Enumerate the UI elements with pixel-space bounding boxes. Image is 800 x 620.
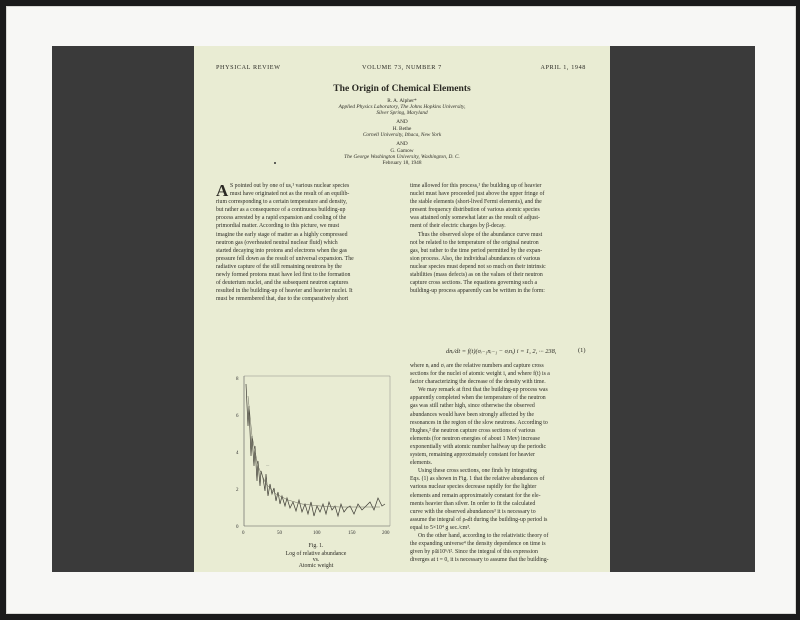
left-line: of deuterium nuclei, and the subsequent neutron captures [216,280,349,287]
right-line: building-up process apparently can be written in the form: [410,288,545,295]
right-line: elements. [410,460,433,467]
abundance-figure [230,366,400,546]
dark-margin-right [610,46,755,572]
y-tick-label: 4 [236,451,239,456]
right-line: ments heavier than silver. In order to fit the calculated [410,500,536,507]
journal-page [194,46,610,572]
author-name-1: R. A. Alpher* [387,98,417,104]
left-line: newly formed protons must have led first to the formation [216,272,351,279]
right-line: was attained only somewhat later as the result of adjust- [410,215,540,222]
volume-number: VOLUME 73, NUMBER 7 [362,64,442,71]
x-tick-label: 50 [277,531,282,536]
author-name-3: G. Gamow [390,148,414,154]
x-tick-label: 150 [348,531,356,536]
left-line: neutron gas (overheated neutral nuclear fluid) which [216,239,338,246]
right-line: capture cross sections. The equations governing such a [410,280,538,287]
right-line: factor characterizing the decrease of the density with time. [410,379,546,386]
observed-abundance-curve [246,384,385,516]
figure-ylabel-line-2: vs. [312,557,320,563]
right-line: gas was still rather high, since otherwise the observed [410,403,535,410]
left-line: radiative capture of the still remaining neutrons by the [216,263,342,270]
and-separator-1: AND [396,119,408,125]
right-line: exponentially with atomic number halfway up the periodic [410,443,547,450]
left-line: process arrested by a rapid expansion and cooling of the [216,215,347,222]
right-line: not be related to the temperature of the original neutron [410,239,539,246]
right-line: gas, but rather to the time period permitted by the expan- [410,247,543,254]
right-line: the expanding universe⁴ the density dependence on time is [410,541,546,548]
dark-margin-left [52,46,194,572]
left-line: must be remembered that, due to the comparatively short [216,296,349,303]
y-tick-label: 8 [236,377,239,382]
right-line: given by ρ≅10⁶/t². Since the integral of this expression [410,549,538,556]
left-line: rium corresponding to a certain temperature and density, [216,199,347,206]
left-line: must have originated not as the result of an equilib- [230,191,350,198]
right-column-text-bottom [410,362,590,564]
right-column-text-top [410,182,590,295]
left-line: primordial matter. According to this picture, we must [216,223,340,230]
right-line: present frequency distribution of various atomic species [410,207,540,214]
figure-ylabel-line-1: Log of relative abundance [285,551,347,557]
right-line: equal to 5×10⁴ g sec./cm³. [410,524,471,531]
right-line: various nuclear species decrease rapidly for the lighter [410,484,537,491]
left-line: pressure fell down as the result of universal expansion. The [216,255,354,262]
drop-cap: A [216,181,229,200]
x-tick-label: 0 [242,531,245,536]
right-line: curve with the observed abundances³ it is necessary to [410,508,536,515]
ink-speck [274,162,276,164]
x-tick-label: 200 [382,531,390,536]
author-affiliation-1b: Silver Spring, Maryland [376,110,428,116]
left-line: but rather as a consequence of a continuous building-up [216,207,346,214]
right-line: nuclei must have proceeded just above the upper fringe of [410,191,545,198]
right-line: the stable elements (short-lived Fermi elements), and the [410,199,542,206]
right-line: elements and remain approximately constant for the ele- [410,492,541,499]
author-affiliation-2: Cornell University, Ithaca, New York [362,132,442,138]
right-line: where nᵢ and σᵢ are the relative numbers and capture cross [410,363,544,369]
right-line: diverges at t = 0, it is necessary to assume that the building- [410,557,549,564]
equation-number: (1) [578,347,586,354]
figure-annotation: — [266,463,270,467]
right-line: We may remark at first that the building-up process was [418,387,548,394]
paper-title: The Origin of Chemical Elements [333,83,471,94]
equation-1: dnᵢ/dt = f(t)(σᵢ₋₁nᵢ₋₁ − σᵢnᵢ) i = 1, 2, ··· 238, [446,348,557,355]
author-affiliation-1a: Applied Physics Laboratory, The Johns Hopkins University, [338,104,466,110]
journal-name: PHYSICAL REVIEW [216,64,281,71]
left-line: started decaying into protons and electrons when the gas [216,247,348,254]
right-line: Hughes,² the neutron capture cross sections of various [410,427,536,434]
y-tick-label: 6 [236,414,239,419]
left-column-text [216,182,406,303]
right-line: system, remaining approximately constant for heavier [410,452,535,459]
right-line: abundances would have been strongly affected by the [410,411,534,418]
y-tick-label: 2 [236,488,239,493]
right-line: Thus the observed slope of the abundance curve must [418,231,543,238]
right-line: stabilities (mass defects) as on the values of their neutron [410,272,543,279]
and-separator-2: AND [396,141,408,147]
left-line: resulted in the building-up of heavier and heavier nuclei. It [216,288,353,295]
author-affiliation-3: The George Washington University, Washington, D. C. [344,154,460,160]
right-line: Eqs. (1) as shown in Fig. 1 that the relative abundances of [410,476,545,483]
left-line: imagine the early stage of matter as a highly compressed [216,231,348,238]
right-line: sion process. Also, the individual abundances of various [410,255,541,262]
y-tick-label: 0 [236,525,239,530]
right-line: On the other hand, according to the relativistic theory of [418,532,549,539]
right-line: assume the integral of ρₙdt during the building-up period is [410,516,548,523]
right-line: ment of their electric charges by β-decay. [410,223,506,230]
right-line: time allowed for this process,¹ the building up of heavier [410,183,542,189]
right-line: Using these cross sections, one finds by integrating [418,468,537,475]
x-tick-label: 100 [313,531,321,536]
right-line: apparently completed when the temperature of the neutron [410,395,546,402]
issue-date: APRIL 1, 1948 [540,64,586,71]
right-line: nuclear species must depend not so much on their intrinsic [410,263,546,270]
right-line: resonances in the region of the slow neutrons. According to [410,419,548,426]
figure-xlabel: Atomic weight [298,563,334,569]
received-date: February 18, 1948 [382,160,422,166]
right-line: sections for the nuclei of atomic weight i, and where f(t) is a [410,371,550,378]
figure-caption: Fig. 1. [308,543,324,549]
left-line: S pointed out by one of us,¹ various nuclear species [230,183,350,189]
author-name-2: H. Bethe [392,126,412,132]
right-line: elements (for neutron energies of about 1 Mev) increase [410,435,540,442]
